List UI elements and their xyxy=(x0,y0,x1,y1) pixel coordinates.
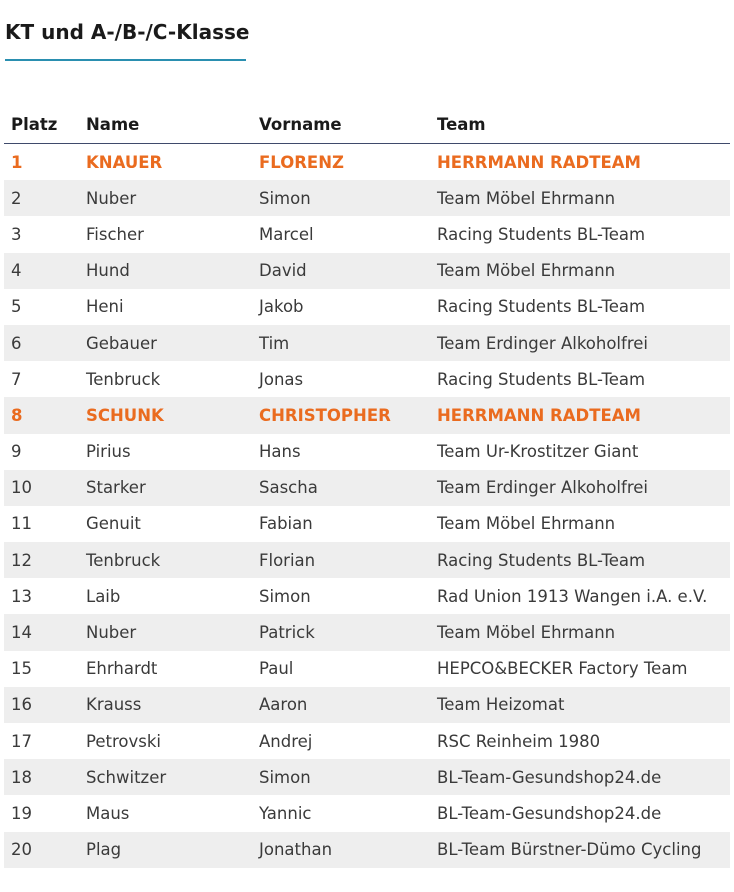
cell-name: Gebauer xyxy=(79,325,252,361)
header-row xyxy=(4,106,730,144)
cell-name: Tenbruck xyxy=(86,369,161,389)
page-title: KT und A-/B-/C-Klasse xyxy=(5,20,250,44)
cell-name: Maus xyxy=(86,803,130,823)
cell-vorname: Simon xyxy=(259,586,311,606)
cell-vorname: Patrick xyxy=(252,614,430,650)
cell-name: SCHUNK xyxy=(79,397,252,433)
cell-platz: 6 xyxy=(4,325,79,361)
cell-vorname: Jonas xyxy=(259,369,304,389)
cell-name: Plag xyxy=(79,832,252,868)
cell-vorname: Andrej xyxy=(259,731,313,751)
cell-vorname: Marcel xyxy=(259,224,314,244)
cell-vorname: Tim xyxy=(252,325,430,361)
cell-platz: 10 xyxy=(4,470,79,506)
cell-team: Team Ur-Krostitzer Giant xyxy=(437,442,639,462)
table-row xyxy=(4,361,730,397)
cell-platz: 13 xyxy=(11,586,32,606)
results-table xyxy=(4,106,730,868)
table-row xyxy=(4,687,730,723)
cell-platz: 18 xyxy=(4,759,79,795)
table-row xyxy=(4,470,730,506)
cell-vorname: FLORENZ xyxy=(259,152,344,172)
column-header-vorname: Vorname xyxy=(252,106,430,144)
cell-platz: 2 xyxy=(4,180,79,216)
table-row xyxy=(4,253,730,289)
cell-vorname: Yannic xyxy=(259,803,312,823)
cell-name: Heni xyxy=(86,297,124,317)
table-row xyxy=(4,614,730,650)
cell-name: Tenbruck xyxy=(79,542,252,578)
column-header-name: Name xyxy=(79,106,252,144)
cell-platz: 14 xyxy=(4,614,79,650)
cell-team: BL-Team Bürstner-Dümo Cycling xyxy=(430,832,730,868)
cell-name: Laib xyxy=(86,586,121,606)
cell-team: RSC Reinheim 1980 xyxy=(437,731,601,751)
cell-name: Nuber xyxy=(79,614,252,650)
cell-vorname: Florian xyxy=(252,542,430,578)
table-row xyxy=(4,506,730,542)
cell-team: Team Möbel Ehrmann xyxy=(430,614,730,650)
cell-platz: 12 xyxy=(4,542,79,578)
table-row xyxy=(4,325,730,361)
cell-vorname: Hans xyxy=(259,442,301,462)
cell-team: HERRMANN RADTEAM xyxy=(437,152,641,172)
cell-team: Team Erdinger Alkoholfrei xyxy=(430,325,730,361)
cell-name: Genuit xyxy=(86,514,141,534)
cell-platz: 19 xyxy=(11,803,32,823)
table-row xyxy=(4,651,730,687)
cell-name: Pirius xyxy=(86,442,131,462)
table-row xyxy=(4,759,730,795)
table-row xyxy=(4,144,730,181)
column-header-platz: Platz xyxy=(4,106,79,144)
cell-team: Team Möbel Ehrmann xyxy=(430,253,730,289)
cell-vorname: Paul xyxy=(259,659,294,679)
cell-team: Rad Union 1913 Wangen i.A. e.V. xyxy=(437,586,708,606)
cell-team: HEPCO&BECKER Factory Team xyxy=(437,659,688,679)
cell-vorname: David xyxy=(252,253,430,289)
table-row xyxy=(4,578,730,614)
cell-team: BL-Team-Gesundshop24.de xyxy=(430,759,730,795)
cell-name: Fischer xyxy=(86,224,144,244)
cell-platz: 20 xyxy=(4,832,79,868)
cell-name: Ehrhardt xyxy=(86,659,158,679)
cell-team: BL-Team-Gesundshop24.de xyxy=(437,803,662,823)
table-body xyxy=(4,144,730,868)
cell-platz: 4 xyxy=(4,253,79,289)
cell-name: Starker xyxy=(79,470,252,506)
cell-name: KNAUER xyxy=(86,152,163,172)
table-row xyxy=(4,289,730,325)
cell-name: Hund xyxy=(79,253,252,289)
cell-name: Schwitzer xyxy=(79,759,252,795)
cell-vorname: Fabian xyxy=(259,514,313,534)
cell-vorname: Aaron xyxy=(252,687,430,723)
table-row xyxy=(4,397,730,433)
cell-platz: 5 xyxy=(11,297,22,317)
cell-platz: 9 xyxy=(11,442,22,462)
cell-team: Racing Students BL-Team xyxy=(437,297,646,317)
cell-vorname: Simon xyxy=(252,759,430,795)
cell-team: Team Erdinger Alkoholfrei xyxy=(430,470,730,506)
cell-team: Racing Students BL-Team xyxy=(430,542,730,578)
cell-name: Nuber xyxy=(79,180,252,216)
cell-vorname: Simon xyxy=(252,180,430,216)
cell-vorname: Sascha xyxy=(252,470,430,506)
cell-platz: 15 xyxy=(11,659,32,679)
cell-team: HERRMANN RADTEAM xyxy=(430,397,730,433)
cell-platz: 7 xyxy=(11,369,22,389)
cell-team: Racing Students BL-Team xyxy=(437,369,646,389)
table-row xyxy=(4,216,730,252)
title-underline xyxy=(5,59,246,61)
table-row xyxy=(4,434,730,470)
cell-platz: 8 xyxy=(4,397,79,433)
cell-team: Racing Students BL-Team xyxy=(437,224,646,244)
cell-name: Petrovski xyxy=(86,731,161,751)
cell-team: Team Möbel Ehrmann xyxy=(430,180,730,216)
cell-platz: 16 xyxy=(4,687,79,723)
cell-team: Team Heizomat xyxy=(430,687,730,723)
table-row xyxy=(4,832,730,868)
cell-vorname: Jonathan xyxy=(252,832,430,868)
cell-vorname: CHRISTOPHER xyxy=(252,397,430,433)
table-row xyxy=(4,542,730,578)
cell-vorname: Jakob xyxy=(259,297,304,317)
table-row xyxy=(4,180,730,216)
cell-team: Team Möbel Ehrmann xyxy=(437,514,616,534)
table-header xyxy=(4,106,730,144)
cell-name: Krauss xyxy=(79,687,252,723)
cell-platz: 17 xyxy=(11,731,32,751)
table-row xyxy=(4,723,730,759)
column-header-team: Team xyxy=(430,106,730,144)
table-row xyxy=(4,795,730,831)
cell-platz: 11 xyxy=(11,514,32,534)
cell-platz: 3 xyxy=(11,224,22,244)
cell-platz: 1 xyxy=(11,152,23,172)
